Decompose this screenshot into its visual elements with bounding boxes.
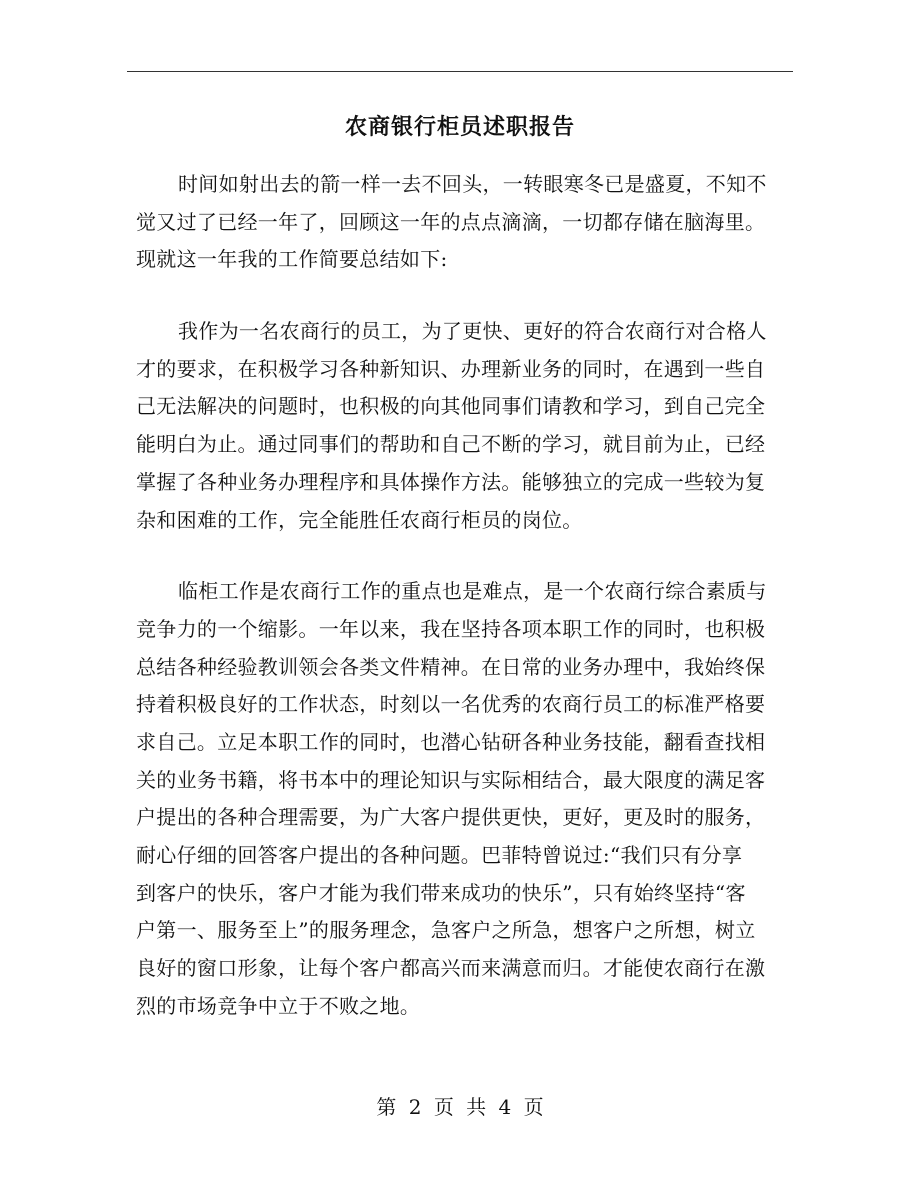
document-body: [136, 166, 800, 1059]
paragraph-line: 临柜工作是农商行工作的重点也是难点，是一个农商行综合素质与: [178, 579, 767, 604]
header-rule: [127, 71, 793, 72]
paragraph-line: 杂和困难的工作，完全能胜任农商行柜员的岗位。: [136, 507, 583, 532]
paragraph-line: 觉又过了已经一年了，回顾这一年的点点滴滴，一切都存储在脑海里。: [136, 209, 766, 234]
paragraph-line: 竞争力的一个缩影。一年以来，我在坚持各项本职工作的同时，也积极: [136, 616, 766, 641]
paragraph-line: 耐心仔细的回答客户提出的各种问题。巴菲特曾说过:“我们只有分享: [136, 843, 743, 867]
paragraph-line: 才的要求，在积极学习各种新知识、办理新业务的同时，在遇到一些自: [136, 356, 766, 381]
paragraph-line: 总结各种经验教训领会各类文件精神。在日常的业务办理中，我始终保: [136, 654, 766, 679]
paragraph-line: 现就这一年我的工作简要总结如下:: [136, 247, 448, 272]
paragraph-3: [136, 573, 800, 1025]
paragraph-line: 良好的窗口形象，让每个客户都高兴而来满意而归。才能使农商行在激: [136, 956, 766, 981]
paragraph-line: 户提出的各种合理需要，为广大客户提供更快，更好，更及时的服务，: [136, 805, 766, 830]
paragraph-2: [136, 313, 800, 539]
paragraph-1: [136, 166, 800, 279]
paragraph-line: 时间如射出去的箭一样一去不回头，一转眼寒冬已是盛夏，不知不: [178, 172, 767, 196]
paragraph-line: 烈的市场竞争中立于不败之地。: [136, 993, 421, 1018]
document-title: 农商银行柜员述职报告: [344, 114, 575, 140]
paragraph-line: 户第一、服务至上”的服务理念，急客户之所急，想客户之所想，树立: [136, 918, 756, 943]
paragraph-line: 持着积极良好的工作状态，时刻以一名优秀的农商行员工的标准严格要: [136, 692, 766, 717]
paragraph-line: 掌握了各种业务办理程序和具体操作方法。能够独立的完成一些较为复: [136, 469, 766, 494]
paragraph-line: 我作为一名农商行的员工，为了更快、更好的符合农商行对合格人: [178, 319, 767, 344]
paragraph-line: 己无法解决的问题时，也积极的向其他同事们请教和学习，到自己完全: [136, 394, 766, 419]
paragraph-line: 到客户的快乐，客户才能为我们带来成功的快乐”，只有始终坚持“客: [136, 880, 746, 905]
paragraph-line: 关的业务书籍，将书本中的理论知识与实际相结合，最大限度的满足客: [136, 767, 766, 792]
paragraph-line: 求自己。立足本职工作的同时，也潜心钻研各种业务技能，翻看查找相: [136, 729, 766, 754]
page-footer: 第 2 页 共 4 页: [376, 1095, 544, 1119]
paragraph-line: 能明白为止。通过同事们的帮助和自己不断的学习，就目前为止，已经: [136, 432, 766, 457]
